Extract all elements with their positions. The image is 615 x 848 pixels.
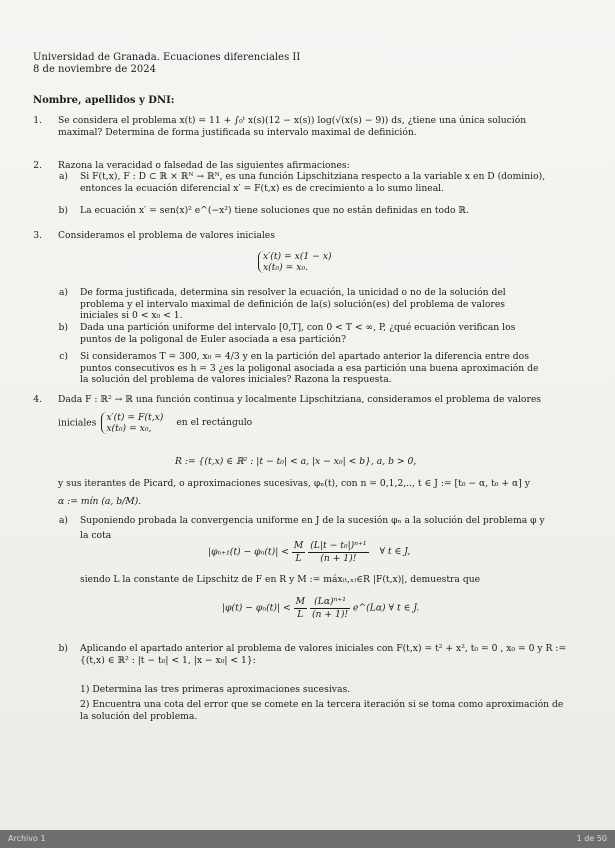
ivp-equation: x′(t) = x(1 − x) xyxy=(263,251,332,262)
item-label: a) xyxy=(58,287,68,298)
page-counter: 1 de 50 xyxy=(576,834,607,843)
name-prompt: Nombre, apellidos y DNI: xyxy=(33,95,175,106)
question-number: 2. xyxy=(33,160,42,171)
item-text: Si consideramos T = 300, x₀ = 4/3 y en la partición del apartado anterior la diferencia entre dos puntos consecutivos es h = 3 ¿es la poligonal asociada a esa partición una buena aproximación de la solución del problema de valores iniciales? Razona la respuesta. xyxy=(80,351,539,385)
exam-header xyxy=(33,52,615,76)
item-label: b) xyxy=(58,322,68,333)
question-text: Se considera el problema x(t) = 11 + ∫₀ᵗ x(s)(12 − x(s)) log(√(x(s) − 9)) ds, ¿tiene una única solución maximal? Determina de forma justificada su intervalo maximal de definición. xyxy=(58,115,527,138)
question-intro: Razona la veracidad o falsedad de las siguientes afirmaciones: xyxy=(58,160,350,171)
item-label: a) xyxy=(58,515,68,526)
item-text: Si F(t,x), F : D ⊂ ℝ × ℝᴺ → ℝᴺ, es una función Lipschitziana respecto a la variable x en D (dominio), entonces la ecuación diferencial x′ = F(t,x) es de crecimiento a lo sumo lineal. xyxy=(80,171,546,194)
question-number: 4. xyxy=(33,394,42,405)
file-name: Archivo 1 xyxy=(8,834,46,843)
question-intro: Consideramos el problema de valores iniciales xyxy=(58,230,275,241)
iniciales-label: iniciales xyxy=(58,417,97,429)
ivp-equation: x′(t) = F(t,x) xyxy=(106,412,164,423)
exam-page: Universidad de Granada. Ecuaciones diferenciales II 8 de noviembre de 2024 Nombre, apellidos y DNI: 1. Se considera el problema x(t) = 11 + ∫₀ᵗ x(s)(12 − x(s)) log(√(x(s) − 9)) ds, ¿tiene una única solución maximal? Determina de forma justificada su intervalo maximal de definición. 2. Razona la veracidad o falsedad de las siguientes afirmaciones: a) Si F(t,x), F : D ⊂ ℝ × ℝᴺ → ℝᴺ, es una función Lipschitziana respecto a la variable x en D (dominio), entonces la ecuación diferencial x′ = F(t,x) es de crecimiento a lo sumo lineal. b) La ecuación x′ = sen(x)² e^(−x²) tiene soluciones que no están definidas en todo ℝ. 3. Consideramos el problema de valores iniciales x′(t) = x(1 − x) x(t₀) = x₀. a) De forma justificada, determina sin resolver la ecuación, la unicidad o no de la solución del problema y el intervalo maximal de definición de la(s) solución(es) del problema de valores iniciales si 0 < x₀ < 1. b) Dada una partición uniforme del intervalo [0,T], con 0 < T < ∞, P, ¿qué ecuación verifican los puntos de la poligonal de Euler asociada a esa partición? c) Si consideramos T = 300, x₀ = 4/3 y en la partición del apartado anterior la diferencia entre dos puntos consecutivos es h = 3 ¿es la poligonal asociada a esa partición una buena aproximación de la solución del problema de valores iniciales? Razona la respuesta. 4. Dada F : ℝ² → ℝ una función continua y localmente Lipschitziana, consideramos el problema de valores iniciales x′(t) = F(t,x) x(t₀) = x₀, en el rectángulo R := {(t,x) ∈ ℝ² : |t − t₀| < a, |x − x₀| < b}, a, b > 0, y sus iterantes de Picard, o aproximaciones sucesivas, φₙ(t), con n = 0,1,2,.., t ∈ J := [t₀ − α, t₀ + α] y α := mín (a, b/M). a) Suponiendo probada la convergencia uniforme en J de la sucesión φₙ a la solución del problema φ y la cota |φₙ₊₁(t) − φₙ(t)| < $\frac{M}{L}$ $\frac{\text{(L|t − t₀|)ⁿ⁺¹}}{(n + 1)!}$ ∀ t ∈ J, siendo L la constante de Lipschitz de F en R y M := máx₍ₜ,ₓ₎∈R |F(t,x)|, demuestra que |φ(t) − φₙ(t)| < $\frac{M}{L}$ $\frac{\text{(Lα)ⁿ⁺¹}}{(n + 1)!}$ e^(Lα) ∀ t ∈ J. b) Aplicando el apartado anterior al problema de valores iniciales con F(t,x) = t² + x², t₀ = 0 , x₀ = 0 y R := {(t,x) ∈ ℝ² : |t − t₀| < 1, |x − x₀| < 1}: 1) Determina las tres primeras aproximaciones sucesivas. 2) Encuentra una cota del error que se comete en la tercera iteración si se toma como aproximación de la solución del problema. xyxy=(0,0,615,830)
item-label: b) xyxy=(58,643,68,654)
bound-inequality-1: |φₙ₊₁(t) − φₙ(t)| < $\frac{M}{L}$ $\frac{\text{(L|t − t₀|)ⁿ⁺¹}}{(n + 1)!}$ ∀ t ∈ J, xyxy=(208,540,411,564)
question-number: 3. xyxy=(33,230,42,241)
item-text: Dada una partición uniforme del intervalo [0,T], con 0 < T < ∞, P, ¿qué ecuación verifican los puntos de la poligonal de Euler asociada a esa partición? xyxy=(80,322,516,345)
item-text: La ecuación x′ = sen(x)² e^(−x²) tiene soluciones que no están definidas en todo ℝ. xyxy=(80,205,469,216)
university-title: Universidad de Granada. Ecuaciones diferenciales II xyxy=(33,52,301,63)
item-label: a) xyxy=(58,171,68,182)
ivp-initial-condition: x(t₀) = x₀. xyxy=(263,262,309,273)
question-number: 1. xyxy=(33,115,42,126)
item-label: b) xyxy=(58,205,68,216)
item-text: Aplicando el apartado anterior al problema de valores iniciales con F(t,x) = t² + x², t₀ = 0 , x₀ = 0 y R := {(t,x) ∈ ℝ² : |t − t₀| < 1, |x − x₀| < 1}: xyxy=(80,643,567,666)
ivp-system xyxy=(258,251,332,273)
ivp-initial-condition: x(t₀) = x₀, xyxy=(106,423,152,434)
exam-date: 8 de noviembre de 2024 xyxy=(33,64,156,75)
item-text: De forma justificada, determina sin resolver la ecuación, la unicidad o no de la solución del problema y el intervalo maximal de definición de la(s) solución(es) del problema de valores iniciales si 0 < x₀ < 1. xyxy=(80,287,506,321)
item-label: c) xyxy=(59,351,68,362)
bound-inequality-2: |φ(t) − φₙ(t)| < $\frac{M}{L}$ $\frac{\text{(Lα)ⁿ⁺¹}}{(n + 1)!}$ e^(Lα) ∀ t ∈ J. xyxy=(222,596,420,620)
viewer-footer xyxy=(0,830,615,848)
rectangle-definition: R := {(t,x) ∈ ℝ² : |t − t₀| < a, |x − x₀| < b}, a, b > 0, xyxy=(175,456,417,467)
item-text: Suponiendo probada la convergencia uniforme en J de la sucesión φₙ a la solución del problema φ y xyxy=(80,515,545,526)
ivp-system-4 xyxy=(58,412,252,434)
rect-label: en el rectángulo xyxy=(176,417,253,429)
question-intro: Dada F : ℝ² → ℝ una función continua y localmente Lipschitziana, consideramos el problema de valores xyxy=(58,394,542,405)
